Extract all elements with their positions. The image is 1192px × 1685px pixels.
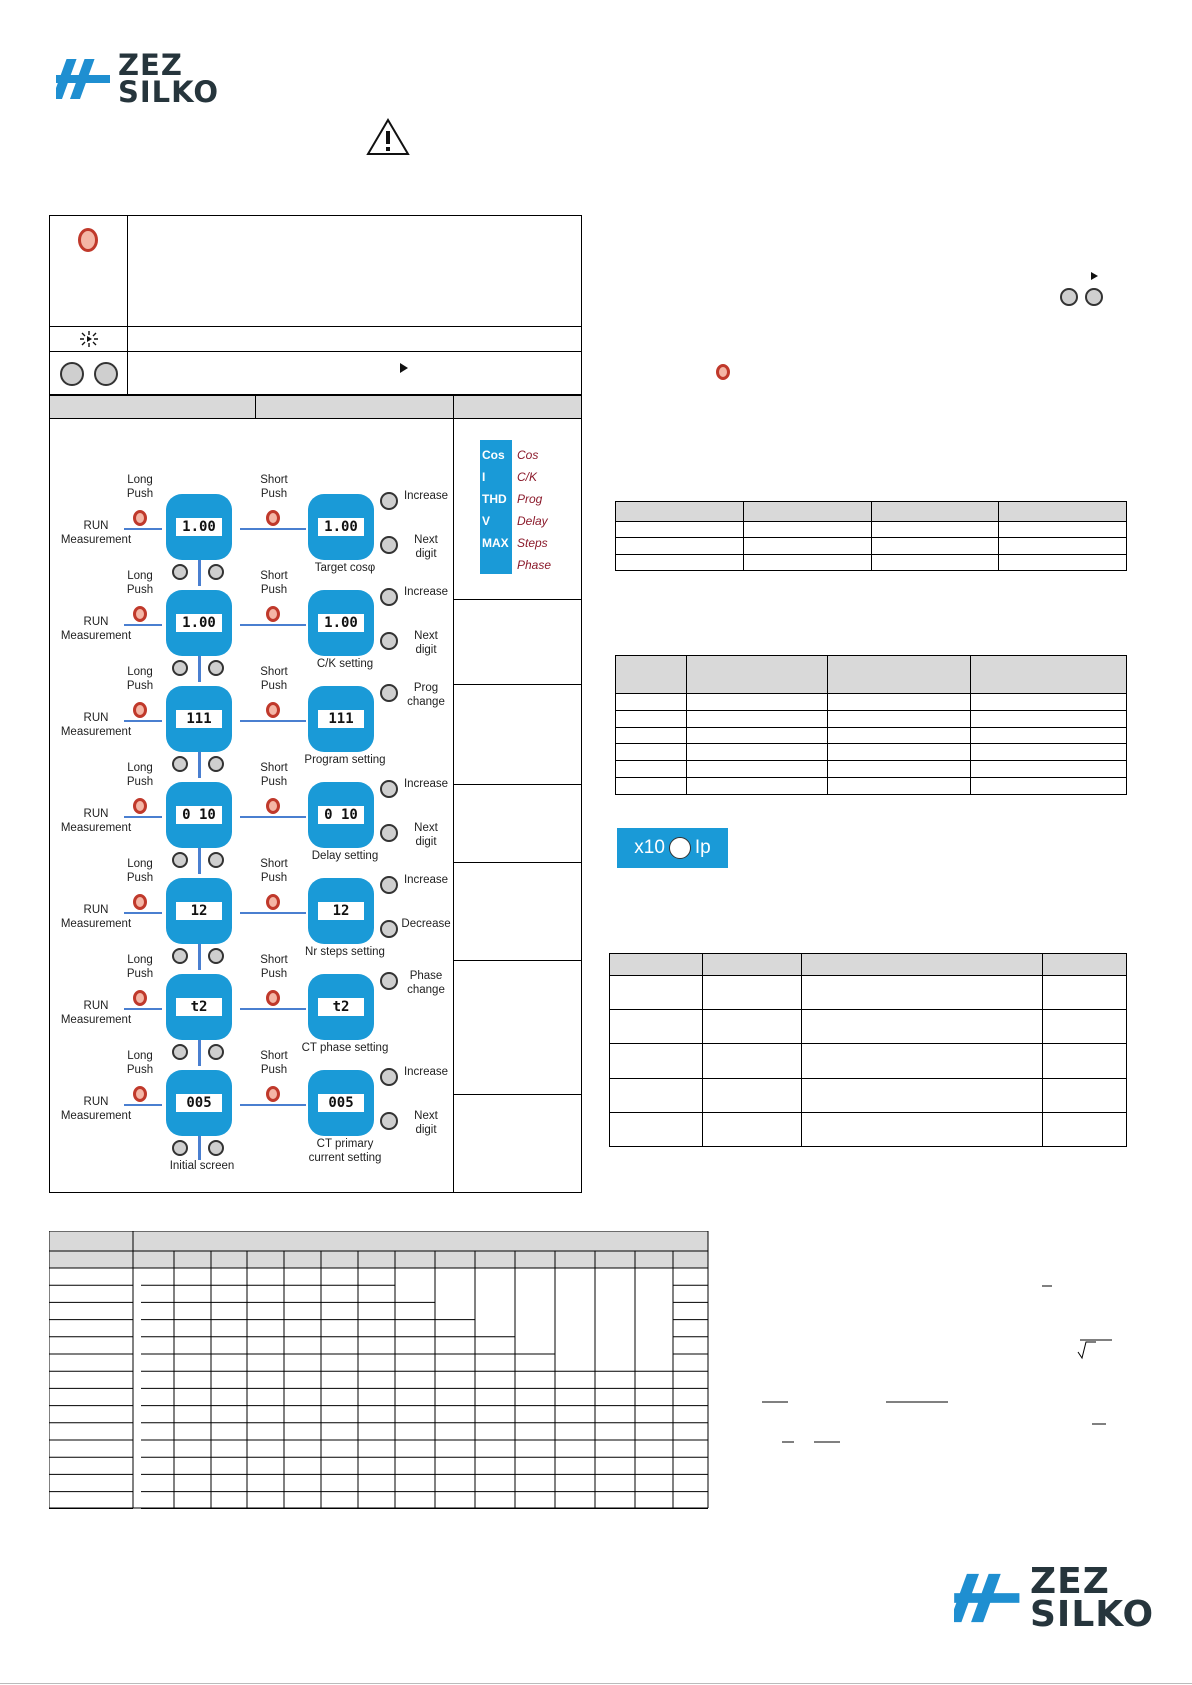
header-cell — [49, 1251, 708, 1268]
long-push-label: Long Push — [126, 1050, 154, 1076]
right-label-1: Phase change — [407, 970, 445, 996]
brand-line1: ZEZ — [118, 48, 183, 82]
nav-right-button-icon — [208, 756, 224, 772]
nav-right-button-icon — [208, 660, 224, 676]
long-push-button-icon — [133, 894, 147, 910]
legend-name-3: Delay — [517, 514, 548, 528]
setting-display-value: 005 — [318, 1094, 364, 1112]
setting-display-value: 12 — [318, 902, 364, 920]
long-push-button-icon — [133, 606, 147, 622]
short-push-label: Short Push — [260, 666, 288, 692]
setting-display — [308, 974, 374, 1040]
run-arrow — [124, 912, 162, 914]
long-push-label: Long Push — [126, 570, 154, 596]
nav-left-button-icon — [172, 756, 188, 772]
run-label: RUN Measurement — [60, 520, 132, 546]
setting-label: Delay setting — [311, 850, 379, 862]
vertical-arrow — [198, 560, 201, 586]
initial-screen-label: Initial screen — [169, 1160, 235, 1172]
main-display — [166, 782, 232, 848]
long-push-button-icon — [133, 990, 147, 1006]
badge-left: x10 — [634, 837, 665, 858]
right-label-1: Increase — [403, 586, 449, 598]
nav-right-button-icon — [208, 564, 224, 580]
x10-ip-badge — [617, 828, 728, 868]
vertical-arrow — [198, 752, 201, 778]
run-arrow — [124, 1104, 162, 1106]
setting-display — [308, 782, 374, 848]
legend-codes — [482, 444, 509, 554]
long-push-button-icon — [133, 798, 147, 814]
run-label: RUN Measurement — [60, 808, 132, 834]
short-push-label: Short Push — [260, 570, 288, 596]
key-table — [49, 215, 582, 395]
setting-label: CT phase setting — [301, 1042, 389, 1054]
vertical-arrow — [198, 1040, 201, 1066]
run-label: RUN Measurement — [60, 1096, 132, 1122]
long-push-button-icon — [133, 510, 147, 526]
main-display — [166, 878, 232, 944]
vertical-arrow — [198, 848, 201, 874]
long-push-button-icon — [133, 702, 147, 718]
short-push-button-icon — [266, 990, 280, 1006]
run-label: RUN Measurement — [60, 712, 132, 738]
legend-name-0: Cos — [517, 448, 539, 462]
long-push-label: Long Push — [126, 858, 154, 884]
nav-left-button-icon — [172, 948, 188, 964]
brand-line1-bottom: ZEZ — [1030, 1561, 1110, 1602]
setting-display — [308, 590, 374, 656]
play-icon-2 — [1091, 272, 1098, 280]
right-label-2: Next digit — [414, 534, 438, 560]
legend-code-1: I — [482, 470, 486, 484]
main-display-value: 12 — [176, 902, 222, 920]
table-right-2 — [615, 655, 1127, 795]
nav-right-button-icon — [208, 948, 224, 964]
initial-right-button-icon — [208, 1140, 224, 1156]
run-arrow — [124, 1008, 162, 1010]
short-arrow — [240, 1008, 306, 1010]
main-display-value: 0 10 — [176, 806, 222, 824]
program-table-grid — [49, 1231, 709, 1509]
left-arrow-button-icon-2 — [1060, 288, 1078, 306]
brand-logo-top — [56, 48, 219, 109]
short-arrow — [240, 624, 306, 626]
right-arrow-button-icon — [94, 362, 118, 386]
blink-icon — [79, 330, 99, 348]
table-right-1 — [615, 501, 1127, 571]
short-push-label: Short Push — [260, 762, 288, 788]
initial-left-button-icon — [172, 1140, 188, 1156]
short-arrow — [240, 720, 306, 722]
header-cell — [49, 1231, 708, 1251]
main-display — [166, 1070, 232, 1136]
right-label-1: Increase — [403, 778, 449, 790]
short-arrow — [240, 1104, 306, 1106]
right-label-2: Decrease — [401, 918, 451, 930]
legend-name-5: Phase — [517, 558, 552, 572]
main-display — [166, 686, 232, 752]
short-push-button-icon — [266, 606, 280, 622]
short-push-button-icon — [266, 894, 280, 910]
long-push-label: Long Push — [126, 762, 154, 788]
nav-right-button-icon — [208, 1044, 224, 1060]
legend-names — [517, 444, 551, 576]
setting-display-value: 1.00 — [318, 614, 364, 632]
badge-right: Ip — [694, 837, 711, 858]
run-arrow — [124, 720, 162, 722]
nav-right-button-icon — [208, 852, 224, 868]
short-arrow — [240, 912, 306, 914]
run-arrow — [124, 528, 162, 530]
main-display-value: 1.00 — [176, 614, 222, 632]
long-push-button-icon — [133, 1086, 147, 1102]
run-label: RUN Measurement — [60, 904, 132, 930]
run-arrow — [124, 816, 162, 818]
brand-mark-icon-2 — [954, 1569, 1022, 1627]
legend-code-0: Cos — [482, 448, 505, 462]
short-push-button-icon — [266, 702, 280, 718]
main-display-value: 005 — [176, 1094, 222, 1112]
long-push-label: Long Push — [126, 666, 154, 692]
short-push-button-icon — [266, 798, 280, 814]
play-icon — [400, 363, 408, 373]
right-arrow-button-icon-2 — [1085, 288, 1103, 306]
right-label-1: Increase — [403, 1066, 449, 1078]
main-display-value: t2 — [176, 998, 222, 1016]
formula-lines — [750, 1270, 1130, 1450]
right-label-1: Increase — [403, 874, 449, 886]
nav-left-button-icon — [172, 1044, 188, 1060]
main-display-value: 1.00 — [176, 518, 222, 536]
program-table — [49, 1231, 709, 1509]
right-label-1: Increase — [403, 490, 449, 502]
short-push-label: Short Push — [260, 858, 288, 884]
setting-display — [308, 494, 374, 560]
long-push-label: Long Push — [126, 474, 154, 500]
setting-display-value: t2 — [318, 998, 364, 1016]
setting-label: Nr steps setting — [305, 946, 385, 958]
run-label: RUN Measurement — [60, 616, 132, 642]
vertical-arrow — [198, 656, 201, 682]
short-push-label: Short Push — [260, 1050, 288, 1076]
legend-name-1: C/K — [517, 470, 538, 484]
setting-display-value: 0 10 — [318, 806, 364, 824]
right-label-1: Prog change — [407, 682, 445, 708]
right-label-2: Next digit — [414, 630, 438, 656]
run-label: RUN Measurement — [60, 1000, 132, 1026]
setting-display-value: 1.00 — [318, 518, 364, 536]
setting-display — [308, 878, 374, 944]
vertical-arrow — [198, 944, 201, 970]
setting-display — [308, 686, 374, 752]
right-label-2: Next digit — [414, 1110, 438, 1136]
main-display — [166, 974, 232, 1040]
main-display — [166, 494, 232, 560]
setting-label: Program setting — [304, 754, 386, 766]
legend-name-4: Steps — [517, 536, 548, 550]
legend-code-4: MAX — [482, 536, 509, 550]
initial-arrow — [198, 1136, 201, 1160]
setting-label: CT primary current setting — [308, 1138, 382, 1164]
legend-name-2: Prog — [517, 492, 543, 506]
brand-mark-icon — [56, 55, 112, 103]
short-arrow — [240, 528, 306, 530]
setting-label: Target cosφ — [314, 562, 376, 574]
warning-triangle-icon — [366, 118, 410, 156]
short-arrow — [240, 816, 306, 818]
short-push-label: Short Push — [260, 954, 288, 980]
legend-code-2: THD — [482, 492, 507, 506]
nav-left-button-icon — [172, 660, 188, 676]
right-label-2: Next digit — [414, 822, 438, 848]
left-arrow-button-icon — [60, 362, 84, 386]
nav-left-button-icon — [172, 564, 188, 580]
brand-line2-bottom: SILKO — [1030, 1594, 1155, 1636]
short-push-label: Short Push — [260, 474, 288, 500]
footer-rule — [0, 1683, 1192, 1684]
main-display — [166, 590, 232, 656]
setting-display — [308, 1070, 374, 1136]
badge-circle-icon — [669, 837, 691, 859]
legend-code-3: V — [482, 514, 491, 528]
setting-display-value: 111 — [318, 710, 364, 728]
table-right-3 — [609, 953, 1127, 1147]
brand-logo-bottom — [954, 1561, 1155, 1636]
setting-label: C/K setting — [316, 658, 374, 670]
short-push-button-icon — [266, 510, 280, 526]
run-arrow — [124, 624, 162, 626]
long-push-label: Long Push — [126, 954, 154, 980]
set-button-icon — [78, 228, 98, 252]
nav-left-button-icon — [172, 852, 188, 868]
main-display-value: 111 — [176, 710, 222, 728]
short-push-button-icon — [266, 1086, 280, 1102]
set-button-icon-2 — [716, 364, 730, 380]
brand-line2: SILKO — [118, 74, 219, 109]
